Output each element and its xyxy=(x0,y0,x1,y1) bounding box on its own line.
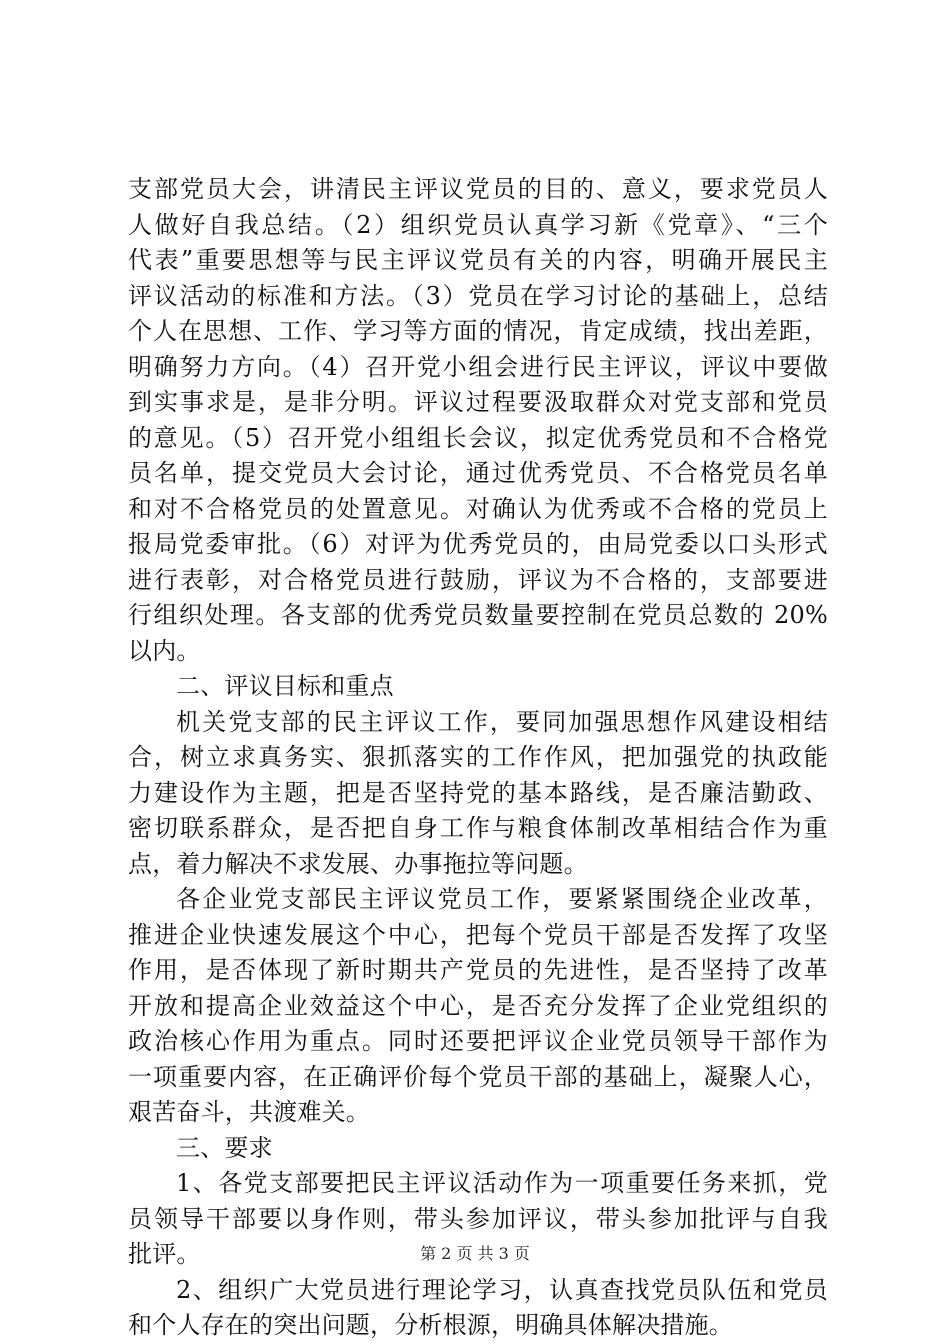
page-footer xyxy=(0,1244,950,1264)
text-line: 进行表彰，对合格党员进行鼓励，评议为不合格的，支部要进 xyxy=(128,565,828,594)
text-line: 员领导干部要以身作则，带头参加评议，带头参加批评与自我 xyxy=(128,1204,828,1233)
text-line: 点，着力解决不求发展、办事拖拉等问题。 xyxy=(128,849,588,878)
text-line: 2、组织广大党员进行理论学习，认真查找党员队伍和党员 xyxy=(176,1275,828,1304)
text-line: 密切联系群众，是否把自身工作与粮食体制改革相结合作为重 xyxy=(128,814,828,842)
text-line: 代表”重要思想等与民主评议党员有关的内容，明确开展民主 xyxy=(128,246,828,274)
text-line: 一项重要内容，在正确评价每个党员干部的基础上，凝聚人心， xyxy=(128,1062,828,1091)
text-line: 个人在思想、工作、学习等方面的情况，肯定成绩，找出差距， xyxy=(128,317,828,345)
text-line: 推进企业快速发展这个中心，把每个党员干部是否发挥了攻坚 xyxy=(128,920,828,949)
text-line: 行组织处理。各支部的优秀党员数量要控制在党员总数的 20% xyxy=(128,601,828,629)
text-line: 明确努力方向。（4）召开党小组会进行民主评议，评议中要做 xyxy=(128,352,828,381)
text-line: 以内。 xyxy=(128,636,201,665)
text-line: 机关党支部的民主评议工作，要同加强思想作风建设相结 xyxy=(176,707,828,736)
text-line: 报局党委审批。（6）对评为优秀党员的，由局党委以口头形式 xyxy=(128,530,828,558)
text-line: 各企业党支部民主评议党员工作，要紧紧围绕企业改革， xyxy=(176,885,828,913)
text-line: 作用，是否体现了新时期共产党员的先进性，是否坚持了改革 xyxy=(128,956,828,984)
text-line: 开放和提高企业效益这个中心，是否充分发挥了企业党组织的 xyxy=(128,991,828,1020)
text-line: 员名单，提交党员大会讨论，通过优秀党员、不合格党员名单 xyxy=(128,459,828,487)
text-line: 批评。 xyxy=(128,1240,201,1268)
text-line: 到实事求是，是非分明。评议过程要汲取群众对党支部和党员 xyxy=(128,388,828,416)
text-line: 支部党员大会，讲清民主评议党员的目的、意义，要求党员人 xyxy=(128,175,828,203)
page-number-label: 第 2 页 共 3 页 xyxy=(420,1244,530,1263)
text-line: 人做好自我总结。（2）组织党员认真学习新《党章》、“三个 xyxy=(128,210,828,239)
document-body xyxy=(128,172,828,1344)
text-line: 合，树立求真务实、狠抓落实的工作作风，把加强党的执政能 xyxy=(128,743,828,771)
text-line: 评议活动的标准和方法。（3）党员在学习讨论的基础上，总结 xyxy=(128,281,828,310)
text-line: 和对不合格党员的处置意见。对确认为优秀或不合格的党员上 xyxy=(128,494,828,523)
text-line: 政治核心作用为重点。同时还要把评议企业党员领导干部作为 xyxy=(128,1027,828,1055)
text-line: 三、要求 xyxy=(176,1133,273,1162)
text-line: 和个人存在的突出问题，分析根源，明确具体解决措施。 xyxy=(128,1311,733,1339)
text-line: 二、评议目标和重点 xyxy=(176,672,394,700)
text-line: 1、各党支部要把民主评议活动作为一项重要任务来抓，党 xyxy=(176,1169,828,1197)
text-line: 力建设作为主题，把是否坚持党的基本路线，是否廉洁勤政、 xyxy=(128,778,828,807)
text-line: 的意见。（5）召开党小组组长会议，拟定优秀党员和不合格党 xyxy=(128,423,828,452)
text-line: 艰苦奋斗，共渡难关。 xyxy=(128,1098,370,1126)
